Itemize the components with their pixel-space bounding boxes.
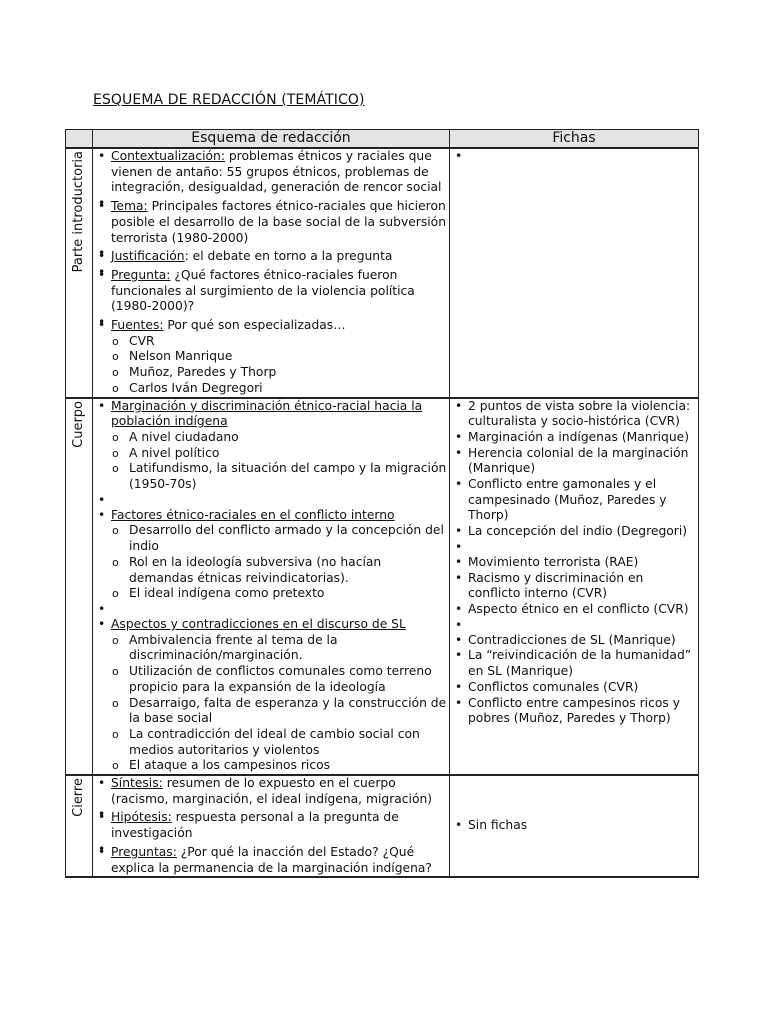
header-esquema: Esquema de redacción: [93, 130, 450, 149]
item-text: problemas étnicos y raciales que vienen de antaño: 55 grupos étnicos, problemas de integración, desigualdad, generación de rencor social: [111, 149, 442, 195]
cuerpo-list: [93, 399, 449, 774]
list-item: o El ataque a los campesinos ricos: [93, 758, 449, 774]
cuerpo-row: [66, 398, 699, 775]
spacer: [450, 540, 698, 555]
cierre-fichas-list: [450, 818, 698, 834]
list-item: o El ideal indígena como pretexto: [93, 586, 449, 602]
fuentes-list: [93, 334, 449, 397]
list-item: o Nelson Manrique: [93, 349, 449, 365]
section-heading: Marginación y discriminación étnico-racial hacia la población indígena: [111, 398, 423, 429]
list-item: [93, 399, 449, 493]
list-item: • Racismo y discriminación en conflicto interno (CVR): [450, 571, 698, 602]
table-header-row: [66, 130, 699, 149]
list-item: [93, 810, 449, 841]
section-heading: Aspectos y contradicciones en el discurso de SL: [111, 616, 406, 631]
list-item: o A nivel ciudadano: [93, 430, 449, 446]
cuerpo-section-label: Cuerpo: [71, 400, 86, 448]
intro-fichas-cell: [450, 148, 699, 398]
list-item: o CVR: [93, 334, 449, 350]
list-item: [93, 845, 449, 876]
list-item: [93, 249, 449, 265]
item-term: Justificación: [111, 249, 185, 264]
document-title: ESQUEMA DE REDACCIÓN (TEMÁTICO): [93, 92, 365, 108]
item-term: Contextualización:: [111, 149, 225, 163]
writing-scheme-table: [65, 129, 699, 878]
item-text: ¿Qué factores étnico-raciales fueron funcionales al surgimiento de la violencia política (1980-2000)?: [111, 267, 415, 314]
item-text: Por qué son especializadas…: [163, 318, 346, 333]
cuerpo-esquema-cell: [93, 398, 450, 775]
list-item: o Desarraigo, falta de esperanza y la construcción de la base social: [93, 696, 449, 727]
list-item: o Desarrollo del conflicto armado y la concepción del indio: [93, 523, 449, 554]
list-item: • 2 puntos de vista sobre la violencia: culturalista y socio-histórica (CVR): [450, 399, 698, 430]
item-text: respuesta personal a la pregunta de investigación: [111, 810, 399, 841]
list-item: • Conflictos comunales (CVR): [450, 680, 698, 696]
header-fichas: Fichas: [450, 130, 699, 149]
list-item: • Sin fichas: [450, 818, 698, 834]
list-item: o Rol en la ideología subversiva (no hacían demandas étnicas reivindicatorias).: [93, 555, 449, 586]
cuerpo-fichas-cell: [450, 398, 699, 775]
list-item: [93, 508, 449, 602]
list-item: • Herencia colonial de la marginación (Manrique): [450, 446, 698, 477]
list-item: • La concepción del indio (Degregori): [450, 524, 698, 540]
list-item: o Carlos Iván Degregori: [93, 381, 449, 397]
item-term: Fuentes:: [111, 318, 164, 333]
cierre-section-cell: [66, 775, 93, 877]
list-item: • Aspecto étnico en el conflicto (CVR): [450, 602, 698, 618]
cuerpo-fichas-list: [450, 399, 698, 727]
list-item: o La contradicción del ideal de cambio social con medios autoritarios y violentos: [93, 727, 449, 758]
item-term: Pregunta:: [111, 267, 171, 282]
intro-section-cell: [66, 148, 93, 398]
sub-list: [93, 523, 449, 602]
list-item: o Muñoz, Paredes y Thorp: [93, 365, 449, 381]
list-item: • Contradicciones de SL (Manrique): [450, 633, 698, 649]
list-item: [93, 776, 449, 807]
item-text: Principales factores étnico-raciales que hicieron posible el desarrollo de la base social de la subversión terrorista (1980-2000): [111, 199, 446, 245]
cierre-fichas-cell: [450, 775, 699, 877]
list-item: • Movimiento terrorista (RAE): [450, 555, 698, 571]
list-item: • Conflicto entre gamonales y el campesinado (Muñoz, Paredes y Thorp): [450, 477, 698, 524]
intro-esquema-cell: [93, 148, 450, 398]
list-item: [93, 149, 449, 196]
list-item: • La “reivindicación de la humanidad” en SL (Manrique): [450, 648, 698, 679]
sub-list: [93, 430, 449, 493]
intro-section-label: Parte introductoria: [71, 151, 86, 273]
item-text: : el debate en torno a la pregunta: [184, 249, 393, 264]
list-item: [93, 199, 449, 246]
spacer: [450, 618, 698, 633]
cuerpo-section-cell: [66, 398, 93, 775]
item-term: Tema:: [111, 199, 148, 214]
cierre-section-label: Cierre: [71, 778, 86, 817]
intro-row: [66, 148, 699, 398]
item-term: Preguntas:: [111, 844, 177, 859]
sub-list: [93, 633, 449, 774]
intro-list: [93, 149, 449, 397]
list-item: [93, 318, 449, 397]
cierre-list: [93, 776, 449, 876]
list-item: o Utilización de conflictos comunales como terreno propicio para la expansión de la ideología: [93, 664, 449, 695]
item-term: Síntesis:: [111, 776, 163, 791]
spacer: [93, 493, 449, 508]
item-text: resumen de lo expuesto en el cuerpo (racismo, marginación, el ideal indígena, migración): [111, 776, 433, 806]
list-item: [93, 617, 449, 774]
item-text: ¿Por qué la inacción del Estado? ¿Qué explica la permanencia de la marginación indígena?: [111, 844, 432, 875]
list-item: [93, 268, 449, 315]
spacer: [93, 602, 449, 617]
list-item: • Conflicto entre campesinos ricos y pobres (Muñoz, Paredes y Thorp): [450, 696, 698, 727]
list-item: • Marginación a indígenas (Manrique): [450, 430, 698, 446]
item-term: Hipótesis:: [111, 810, 172, 825]
list-item: o A nivel político: [93, 446, 449, 462]
section-header-cell: [66, 130, 93, 149]
cierre-row: [66, 775, 699, 877]
section-heading: Factores étnico-raciales en el conflicto interno: [111, 507, 395, 522]
list-item: o Ambivalencia frente al tema de la discriminación/marginación.: [93, 633, 449, 664]
cierre-esquema-cell: [93, 775, 450, 877]
list-item: o Latifundismo, la situación del campo y la migración (1950-70s): [93, 461, 449, 492]
